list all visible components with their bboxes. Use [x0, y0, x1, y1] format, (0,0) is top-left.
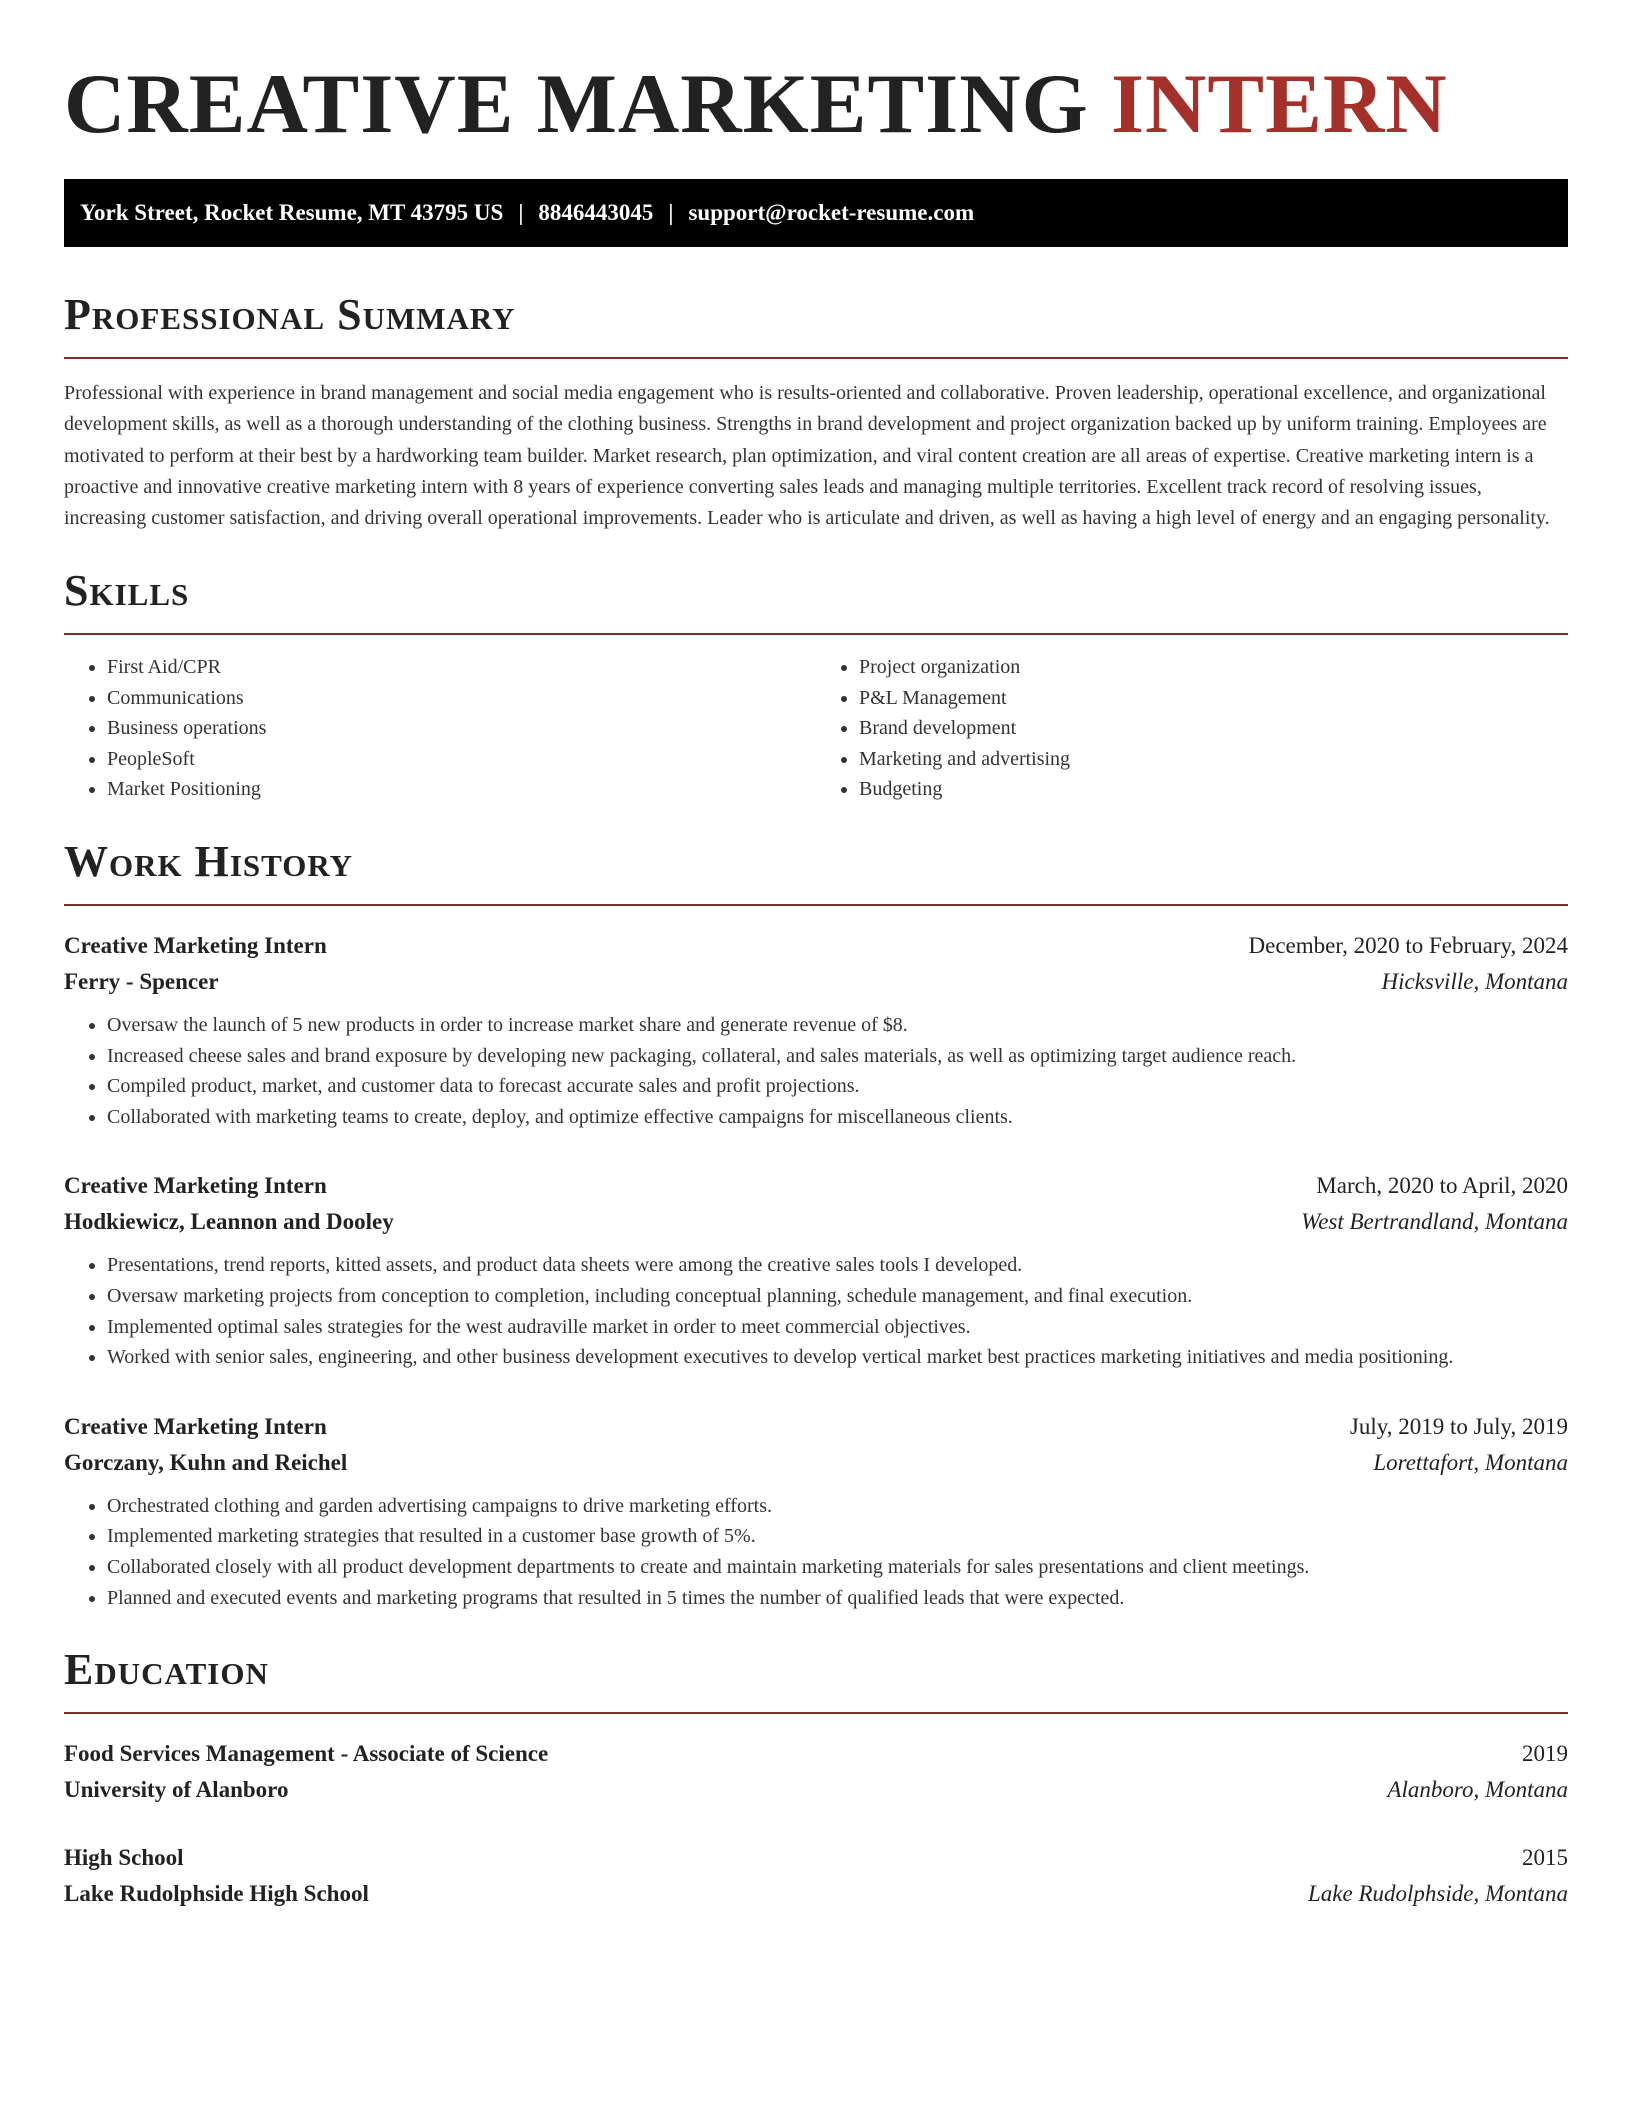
- skill-item: • Communications: [107, 683, 816, 714]
- title-main: CREATIVE MARKETING: [64, 57, 1111, 151]
- education-degree: High School: [64, 1845, 184, 1871]
- education-section: [64, 1645, 1568, 1912]
- job-bullet: • Planned and executed events and marketing programs that resulted in 5 times the number of qualified leads that were expected.: [107, 1583, 1568, 1614]
- section-divider: [64, 357, 1568, 359]
- education-degree: Food Services Management - Associate of Science: [64, 1741, 549, 1767]
- skill-item: • Brand development: [859, 713, 1568, 744]
- skills-section: [64, 566, 1568, 805]
- job-company: Gorczany, Kuhn and Reichel: [64, 1449, 348, 1475]
- job-bullet: • Orchestrated clothing and garden advertising campaigns to drive marketing efforts.: [107, 1491, 1568, 1522]
- contact-phone: 8846443045: [538, 200, 654, 225]
- job-location: Lorettafort, Montana: [1373, 1449, 1568, 1475]
- skills-heading: Skills: [64, 566, 190, 616]
- job-dates: March, 2020 to April, 2020: [1316, 1173, 1568, 1199]
- job-bullet: • Implemented optimal sales strategies for the west audraville market in order to meet commercial objectives.: [107, 1312, 1568, 1343]
- contact-email: support@rocket-resume.com: [688, 200, 975, 225]
- education-location: Lake Rudolphside, Montana: [1308, 1881, 1568, 1907]
- education-school: University of Alanboro: [64, 1777, 289, 1803]
- job-bullet: • Increased cheese sales and brand exposure by developing new packaging, collateral, and sales materials, as well as optimizing target audience reach.: [107, 1041, 1568, 1072]
- education-entry: [64, 1840, 1568, 1912]
- contact-separator: |: [518, 200, 524, 225]
- job-header-row: [64, 1168, 1568, 1204]
- title-accent: INTERN: [1110, 57, 1448, 151]
- contact-bar: [64, 179, 1568, 247]
- work-history-heading: Work History: [64, 836, 354, 886]
- job-company-row: [64, 1445, 1568, 1481]
- skills-grid: [64, 652, 1568, 805]
- education-year: 2019: [1522, 1741, 1568, 1767]
- skill-item: • Project organization: [859, 652, 1568, 683]
- job-bullet: • Oversaw the launch of 5 new products in order to increase market share and generate revenue of $8.: [107, 1010, 1568, 1041]
- education-year: 2015: [1522, 1845, 1568, 1871]
- job-bullet: • Worked with senior sales, engineering, and other business development executives to develop vertical market best practices marketing initiatives and media positioning.: [107, 1342, 1568, 1373]
- job-company-row: [64, 964, 1568, 1000]
- job-company: Hodkiewicz, Leannon and Dooley: [64, 1209, 394, 1235]
- job-bullets: [64, 1491, 1568, 1613]
- education-entry: [64, 1736, 1568, 1808]
- summary-heading: Professional Summary: [64, 290, 516, 339]
- summary-text: Professional with experience in brand management and social media engagement who is results-oriented and collaborative. Proven leadership, operational excellence, and organizational development skills, as well as a thorough understanding of the clothing business. Strengths in brand development and project organization backed up by uniform training. Employees are motivated to perform at their best by a hardworking team builder. Market research, plan optimization, and viral content creation are all areas of expertise. Creative marketing intern is a proactive and innovative creative marketing intern with 8 years of experience converting sales leads and managing multiple territories. Excellent track record of resolving issues, increasing customer satisfaction, and driving overall operational improvements. Leader who is articulate and driven, as well as having a high level of energy and an engaging personality.: [64, 382, 1550, 530]
- job-header-row: [64, 928, 1568, 964]
- education-location: Alanboro, Montana: [1387, 1777, 1568, 1803]
- job-location: Hicksville, Montana: [1381, 968, 1568, 994]
- job-location: West Bertrandland, Montana: [1301, 1209, 1568, 1235]
- skill-item: • Market Positioning: [107, 774, 816, 805]
- job-bullet: • Implemented marketing strategies that resulted in a customer base growth of 5%.: [107, 1521, 1568, 1552]
- education-degree-row: [64, 1736, 1568, 1772]
- skills-list-left: [64, 652, 816, 805]
- job-entry: [64, 1409, 1568, 1613]
- job-bullet: • Oversaw marketing projects from conception to completion, including conceptual planning, schedule management, and final execution.: [107, 1281, 1568, 1312]
- job-header-row: [64, 1409, 1568, 1445]
- job-entry: [64, 1168, 1568, 1372]
- job-bullets: [64, 1010, 1568, 1132]
- job-bullet: • Presentations, trend reports, kitted assets, and product data sheets were among the creative sales tools I developed.: [107, 1250, 1568, 1281]
- section-divider: [64, 1712, 1568, 1714]
- job-title: Creative Marketing Intern: [64, 1173, 327, 1199]
- summary-section: [64, 290, 1568, 534]
- skill-item: • P&L Management: [859, 683, 1568, 714]
- skill-item: • Marketing and advertising: [859, 744, 1568, 775]
- job-bullet: • Collaborated with marketing teams to create, deploy, and optimize effective campaigns for miscellaneous clients.: [107, 1102, 1568, 1133]
- job-title: Creative Marketing Intern: [64, 932, 327, 958]
- work-history-section: [64, 837, 1568, 1613]
- skills-list-right: [816, 652, 1568, 805]
- skill-item: • Business operations: [107, 713, 816, 744]
- job-bullet: • Collaborated closely with all product development departments to create and maintain marketing materials for sales presentations and client meetings.: [107, 1552, 1568, 1583]
- section-divider: [64, 633, 1568, 635]
- job-bullet: • Compiled product, market, and customer data to forecast accurate sales and profit projections.: [107, 1071, 1568, 1102]
- job-title: Creative Marketing Intern: [64, 1413, 327, 1439]
- contact-separator: |: [668, 200, 674, 225]
- skill-item: • First Aid/CPR: [107, 652, 816, 683]
- section-divider: [64, 904, 1568, 906]
- job-bullets: [64, 1250, 1568, 1372]
- skill-item: • Budgeting: [859, 774, 1568, 805]
- education-school: Lake Rudolphside High School: [64, 1881, 369, 1907]
- contact-address: York Street, Rocket Resume, MT 43795 US: [80, 200, 504, 225]
- job-dates: December, 2020 to February, 2024: [1248, 932, 1568, 958]
- job-company: Ferry - Spencer: [64, 968, 219, 994]
- job-entry: [64, 928, 1568, 1132]
- resume-title: [64, 58, 1568, 150]
- job-company-row: [64, 1204, 1568, 1240]
- education-heading: Education: [64, 1645, 269, 1695]
- education-school-row: [64, 1772, 1568, 1808]
- skill-item: • PeopleSoft: [107, 744, 816, 775]
- job-dates: July, 2019 to July, 2019: [1349, 1413, 1568, 1439]
- education-degree-row: [64, 1840, 1568, 1876]
- education-school-row: [64, 1876, 1568, 1912]
